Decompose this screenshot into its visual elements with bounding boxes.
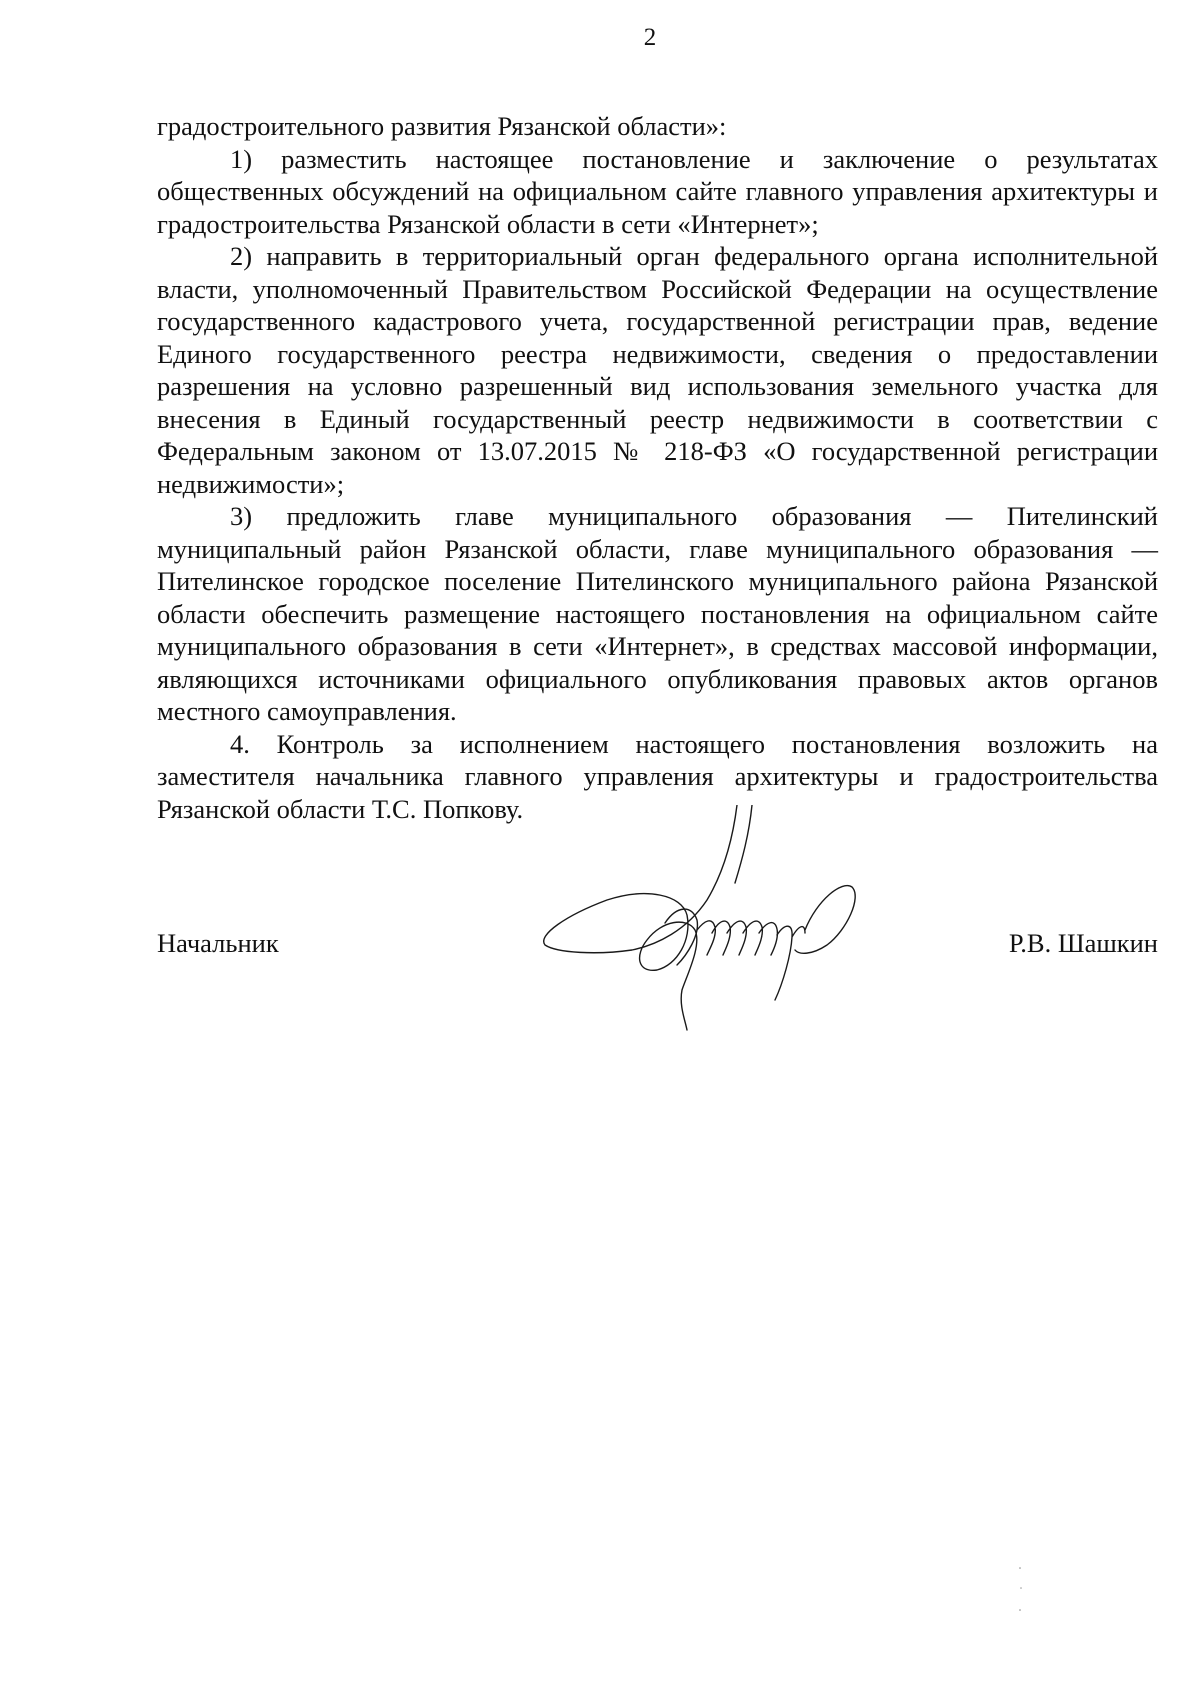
- signatory-position: Начальник: [157, 928, 279, 958]
- handwritten-signature: [537, 805, 867, 1045]
- scan-artifact: [1010, 1560, 1030, 1620]
- page-number: 2: [643, 24, 657, 51]
- document-body: [157, 110, 1158, 825]
- paragraph-item-4: 4. Контроль за исполнением настоящего постановления возложить на заместителя начальника главного управления архитектуры и градостроительства Рязанской области Т.С. Попкову.: [157, 728, 1158, 824]
- paragraph-item-1: 1) разместить настоящее постановление и заключение о результатах общественных обсуждений на официальном сайте главного управления архитектуры и градостроительства Рязанской области в сети «Интернет»;: [157, 143, 1158, 239]
- signature-block: [157, 860, 1158, 1040]
- paragraph-item-2: 2) направить в территориальный орган федерального органа исполнительной власти, уполномоченный Правительством Российской Федерации на осуществление государственного кадастрового учета, государственной регистрации прав, ведение Единого государственного реестра недвижимости, сведения о предоставлении разрешения на условно разрешенный вид использования земельного участка для внесения в Единый государственный реестр недвижимости в соответствии с Федеральным законом от 13.07.2015 № 218-ФЗ «О государственной регистрации недвижимости»;: [157, 241, 1158, 499]
- paragraph-item-3: 3) предложить главе муниципального образования — Пителинский муниципальный район Рязанской области, главе муниципального образования — Пителинское городское поселение Пителинского муниципального района Рязанской области обеспечить размещение настоящего постановления на официальном сайте муниципального образования в сети «Интернет», в средствах массовой информации, являющихся источниками официального опубликования правовых актов органов местного самоуправления.: [157, 501, 1158, 726]
- signatory-name: Р.В. Шашкин: [1008, 928, 1158, 958]
- paragraph-continuation: градостроительного развития Рязанской области»:: [157, 111, 727, 141]
